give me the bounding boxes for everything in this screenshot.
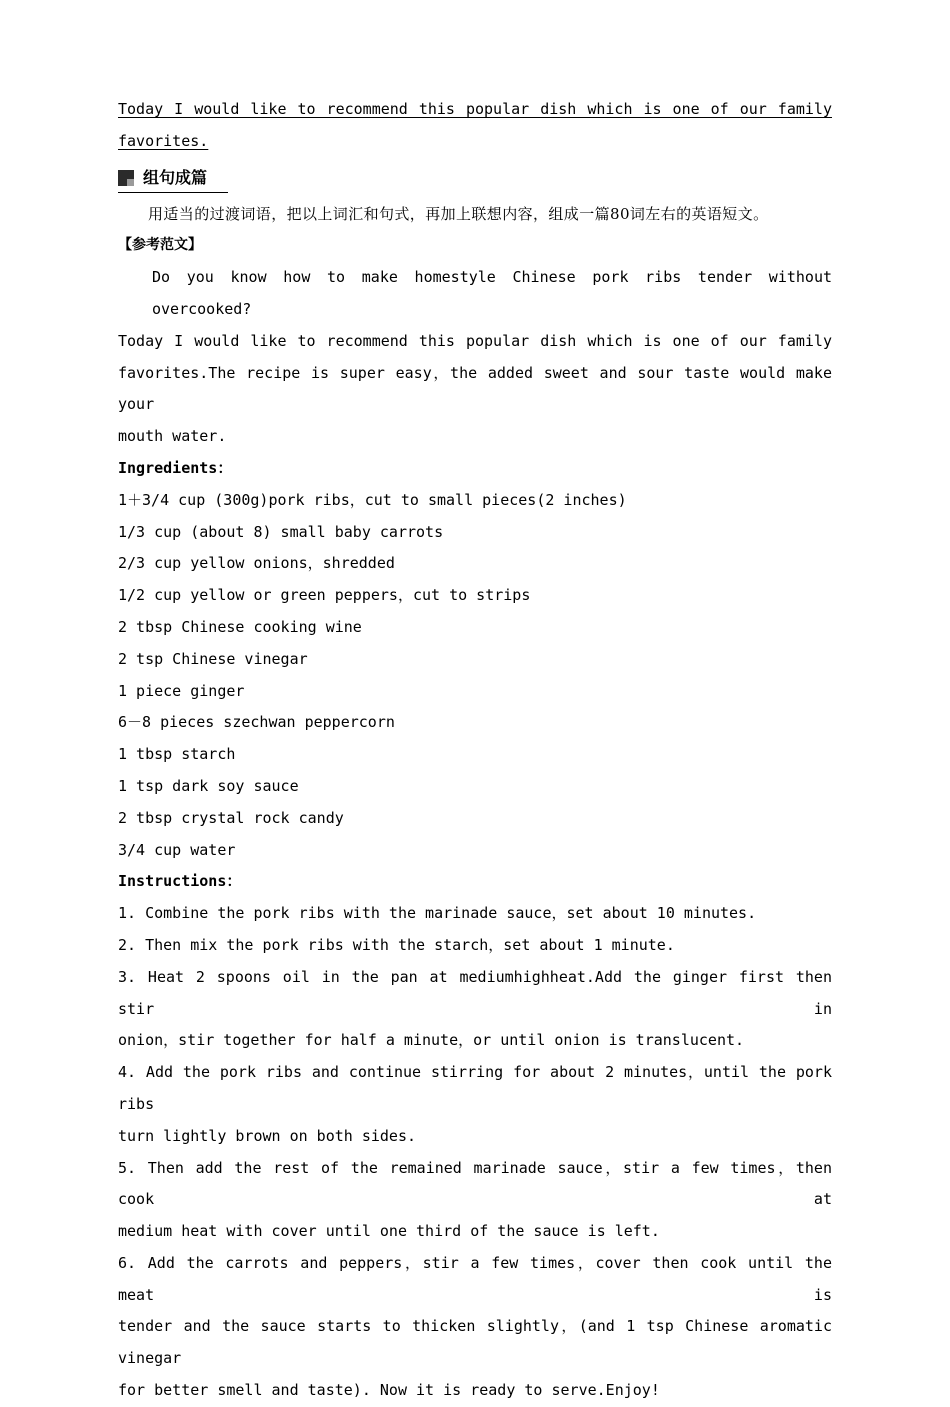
top-sentence-line-1: Today I would like to recommend this popular dish which is one of our family <box>118 100 832 118</box>
ingredient-item: 3/4 cup water <box>118 840 236 859</box>
instructions-list <box>118 898 832 1407</box>
section-heading <box>118 163 832 193</box>
section-underline <box>118 192 228 193</box>
ingredient-item: 2/3 cup yellow onions，shredded <box>118 554 395 573</box>
ingredients-list <box>118 485 832 867</box>
instruction-line: 2. Then mix the pork ribs with the starch，set about 1 minute. <box>118 935 675 954</box>
essay-line-3: favorites.The recipe is super easy，the added sweet and sour taste would make your <box>118 363 832 414</box>
instruction-line: tender and the sauce starts to thicken slightly，(and 1 tsp Chinese aromatic vinegar <box>118 1317 832 1368</box>
reference-label: 【参考范文】 <box>118 237 202 254</box>
ingredient-item: 1 piece ginger <box>118 681 245 700</box>
instruction-line: 4. Add the pork ribs and continue stirring for about 2 minutes，until the pork ribs <box>118 1063 832 1113</box>
ingredients-heading: Ingredients： <box>118 458 233 477</box>
document-page <box>118 94 832 1407</box>
instruction-line: onion，stir together for half a minute，or until onion is translucent. <box>118 1031 745 1050</box>
instructions-heading: Instructions： <box>118 872 242 891</box>
instruction-line: for better smell and taste). Now it is ready to serve.Enjoy! <box>118 1381 660 1400</box>
task-instruction: 用适当的过渡词语，把以上词汇和句式，再加上联想内容，组成一篇80词左右的英语短文。 <box>148 204 769 223</box>
instruction-line: 6. Add the carrots and peppers，stir a few times，cover then cook until the meat is <box>118 1253 832 1304</box>
essay-line-2: Today I would like to recommend this popular dish which is one of our family <box>118 331 832 350</box>
ingredient-item: 2 tbsp Chinese cooking wine <box>118 617 362 636</box>
essay-line-1: Do you know how to make homestyle Chinese pork ribs tender without overcooked? <box>152 268 832 318</box>
ingredient-item: 6－8 pieces szechwan peppercorn <box>118 713 395 732</box>
instruction-line: 5. Then add the rest of the remained marinade sauce，stir a few times，then cook at <box>118 1158 832 1209</box>
ingredient-item: 1 tbsp starch <box>118 745 236 764</box>
instruction-line: turn lightly brown on both sides. <box>118 1126 417 1145</box>
ingredient-item: 1/3 cup (about 8) small baby carrots <box>118 522 444 541</box>
section-title: 组句成篇 <box>143 167 208 187</box>
instruction-line: 1. Combine the pork ribs with the marinade sauce，set about 10 minutes. <box>118 904 757 923</box>
ingredient-item: 2 tsp Chinese vinegar <box>118 649 308 668</box>
ingredient-item: 1＋3/4 cup (300g)pork ribs，cut to small pieces(2 inches) <box>118 490 627 509</box>
top-sentence-line-2: favorites. <box>118 131 209 150</box>
ingredient-item: 1/2 cup yellow or green peppers，cut to strips <box>118 586 531 605</box>
ingredient-item: 2 tbsp crystal rock candy <box>118 808 344 827</box>
essay-line-4: mouth water. <box>118 427 227 446</box>
section-square-icon <box>118 170 134 186</box>
ingredient-item: 1 tsp dark soy sauce <box>118 776 299 795</box>
instruction-line: 3. Heat 2 spoons oil in the pan at mediumhighheat.Add the ginger first then stir in <box>118 967 832 1018</box>
instruction-line: medium heat with cover until one third of the sauce is left. <box>118 1222 660 1241</box>
